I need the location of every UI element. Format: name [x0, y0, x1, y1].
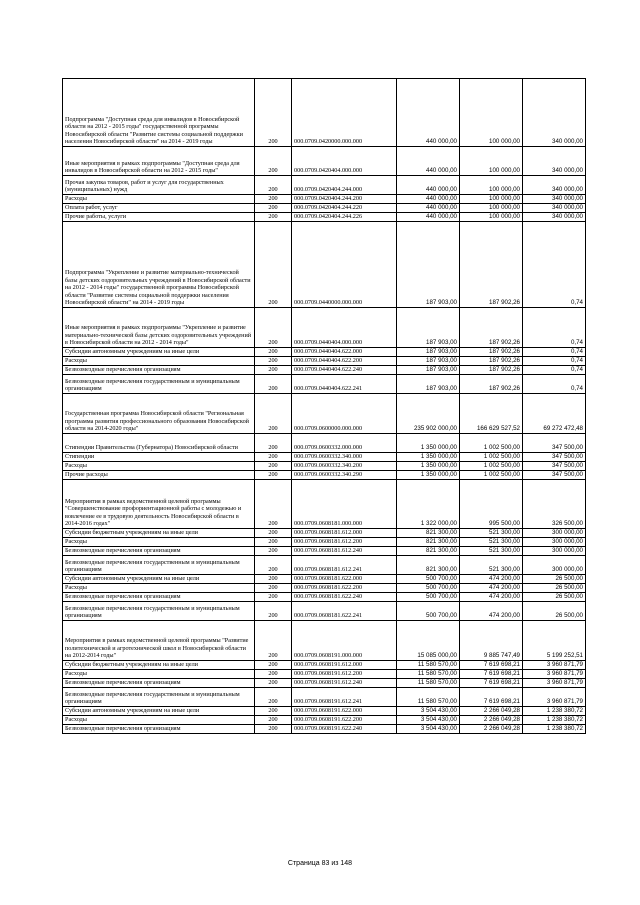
- table-row: [63, 556, 586, 575]
- row-name: Государственная программа Новосибирской области "Региональная программа развития профессионального образования Новосибирской области на 2014-2020 годы": [63, 394, 255, 434]
- row-name: Субсидии автономным учреждениям на иные цели: [63, 575, 255, 584]
- row-unexecuted-amount: 347 500,00: [523, 471, 586, 480]
- row-name: Прочие работы, услуги: [63, 213, 255, 222]
- row-unexecuted-amount: 0,74: [523, 222, 586, 308]
- row-unexecuted-amount: 1 238 380,72: [523, 725, 586, 734]
- table-row: [63, 348, 586, 357]
- row-budget-classification: 000.0709.0608181.612.240: [292, 547, 397, 556]
- row-approved-amount: 187 903,00: [397, 348, 460, 357]
- budget-table-body: [63, 79, 586, 734]
- table-row: [63, 213, 586, 222]
- row-approved-amount: 440 000,00: [397, 195, 460, 204]
- row-executed-amount: 9 885 747,49: [460, 621, 523, 661]
- table-row: [63, 357, 586, 366]
- row-approved-amount: 11 580 570,00: [397, 661, 460, 670]
- table-row: [63, 584, 586, 593]
- row-approved-amount: 500 700,00: [397, 593, 460, 602]
- row-unexecuted-amount: 347 500,00: [523, 453, 586, 462]
- row-unexecuted-amount: 340 000,00: [523, 213, 586, 222]
- row-approved-amount: 440 000,00: [397, 79, 460, 147]
- row-unexecuted-amount: 1 238 380,72: [523, 707, 586, 716]
- row-budget-classification: 000.0709.0608181.622.241: [292, 602, 397, 621]
- row-unexecuted-amount: 347 500,00: [523, 434, 586, 453]
- row-unexecuted-amount: 0,74: [523, 308, 586, 348]
- row-admin-code: 200: [255, 688, 292, 707]
- row-name: Стипендии: [63, 453, 255, 462]
- table-row: [63, 434, 586, 453]
- row-admin-code: 200: [255, 348, 292, 357]
- row-unexecuted-amount: 340 000,00: [523, 79, 586, 147]
- row-approved-amount: 821 300,00: [397, 529, 460, 538]
- table-row: [63, 575, 586, 584]
- row-executed-amount: 187 902,26: [460, 348, 523, 357]
- row-budget-classification: 000.0709.0608191.622.200: [292, 716, 397, 725]
- row-executed-amount: 1 002 500,00: [460, 471, 523, 480]
- page-footer: Страница 83 из 148: [287, 860, 353, 867]
- row-budget-classification: 000.0709.0608181.612.241: [292, 556, 397, 575]
- row-name: Оплата работ, услуг: [63, 204, 255, 213]
- row-executed-amount: 1 002 500,00: [460, 453, 523, 462]
- row-unexecuted-amount: 26 500,00: [523, 602, 586, 621]
- row-executed-amount: 100 000,00: [460, 213, 523, 222]
- row-admin-code: 200: [255, 394, 292, 434]
- row-admin-code: 200: [255, 222, 292, 308]
- table-row: [63, 602, 586, 621]
- row-executed-amount: 187 902,26: [460, 308, 523, 348]
- table-row: [63, 366, 586, 375]
- row-unexecuted-amount: 326 500,00: [523, 480, 586, 529]
- row-approved-amount: 821 300,00: [397, 547, 460, 556]
- budget-table: [62, 78, 586, 734]
- table-row: [63, 593, 586, 602]
- table-row: [63, 621, 586, 661]
- row-budget-classification: 000.0709.0600000.000.000: [292, 394, 397, 434]
- row-name: Субсидии бюджетным учреждениям на иные цели: [63, 661, 255, 670]
- row-admin-code: 200: [255, 707, 292, 716]
- table-row: [63, 222, 586, 308]
- row-unexecuted-amount: 340 000,00: [523, 176, 586, 195]
- row-admin-code: 200: [255, 147, 292, 176]
- row-name: Безвозмездные перечисления государственным и муниципальным организациям: [63, 602, 255, 621]
- row-approved-amount: 15 085 000,00: [397, 621, 460, 661]
- row-executed-amount: 521 300,00: [460, 529, 523, 538]
- row-approved-amount: 1 350 000,00: [397, 462, 460, 471]
- row-executed-amount: 2 266 049,28: [460, 716, 523, 725]
- row-unexecuted-amount: 1 238 380,72: [523, 716, 586, 725]
- row-executed-amount: 474 200,00: [460, 575, 523, 584]
- row-budget-classification: 000.0709.0420404.244.200: [292, 195, 397, 204]
- row-admin-code: 200: [255, 670, 292, 679]
- row-executed-amount: 100 000,00: [460, 79, 523, 147]
- row-admin-code: 200: [255, 471, 292, 480]
- row-name: Расходы: [63, 195, 255, 204]
- row-unexecuted-amount: 0,74: [523, 348, 586, 357]
- row-unexecuted-amount: 0,74: [523, 357, 586, 366]
- row-admin-code: 200: [255, 584, 292, 593]
- row-approved-amount: 500 700,00: [397, 602, 460, 621]
- row-approved-amount: 500 700,00: [397, 584, 460, 593]
- row-unexecuted-amount: 347 500,00: [523, 462, 586, 471]
- row-name: Расходы: [63, 716, 255, 725]
- row-executed-amount: 187 902,26: [460, 375, 523, 394]
- table-row: [63, 480, 586, 529]
- row-executed-amount: 474 200,00: [460, 584, 523, 593]
- row-name: Иные мероприятия в рамках подпрограммы "Укрепление и развитие материально-технической базы детских оздоровительных учреждений в Новосибирской области на 2012 - 2014 годы": [63, 308, 255, 348]
- row-budget-classification: 000.0709.0608181.622.240: [292, 593, 397, 602]
- table-row: [63, 453, 586, 462]
- row-budget-classification: 000.0709.0608191.612.241: [292, 688, 397, 707]
- row-unexecuted-amount: 3 960 871,79: [523, 670, 586, 679]
- row-executed-amount: 7 619 698,21: [460, 661, 523, 670]
- row-budget-classification: 000.0709.0608181.612.200: [292, 538, 397, 547]
- row-executed-amount: 187 902,26: [460, 366, 523, 375]
- row-budget-classification: 000.0709.0608191.612.200: [292, 670, 397, 679]
- row-unexecuted-amount: 3 960 871,79: [523, 661, 586, 670]
- row-name: Субсидии бюджетным учреждениям на иные цели: [63, 529, 255, 538]
- row-approved-amount: 187 903,00: [397, 366, 460, 375]
- row-budget-classification: 000.0709.0440000.000.000: [292, 222, 397, 308]
- row-admin-code: 200: [255, 453, 292, 462]
- row-unexecuted-amount: 0,74: [523, 366, 586, 375]
- row-unexecuted-amount: 69 272 472,48: [523, 394, 586, 434]
- row-approved-amount: 3 504 430,00: [397, 707, 460, 716]
- row-executed-amount: 474 200,00: [460, 593, 523, 602]
- row-approved-amount: 1 350 000,00: [397, 434, 460, 453]
- row-approved-amount: 187 903,00: [397, 308, 460, 348]
- row-name: Безвозмездные перечисления организациям: [63, 593, 255, 602]
- row-executed-amount: 2 266 049,28: [460, 707, 523, 716]
- row-budget-classification: 000.0709.0440404.622.241: [292, 375, 397, 394]
- row-approved-amount: 187 903,00: [397, 375, 460, 394]
- row-approved-amount: 11 580 570,00: [397, 679, 460, 688]
- row-budget-classification: 000.0709.0600332.340.290: [292, 471, 397, 480]
- row-unexecuted-amount: 3 960 871,79: [523, 688, 586, 707]
- row-executed-amount: 7 619 698,21: [460, 670, 523, 679]
- row-name: Мероприятия в рамках ведомственной целевой программы "Совершенствование профориентационной работы с молодежью и вовлечение ее в трудовую деятельность Новосибирской области в 2014-2016 годах": [63, 480, 255, 529]
- row-admin-code: 200: [255, 195, 292, 204]
- row-executed-amount: 187 902,26: [460, 357, 523, 366]
- row-executed-amount: 521 300,00: [460, 547, 523, 556]
- row-budget-classification: 000.0709.0440404.622.240: [292, 366, 397, 375]
- row-name: Подпрограмма "Укрепление и развитие материально-технической базы детских оздоровительных учреждений в Новосибирской области на 2012 - 2014 годы" государственной программы Новосибирской области "Развитие системы социальной поддержки населения Новосибирской области" на 2014 - 2019 годы: [63, 222, 255, 308]
- row-executed-amount: 1 002 500,00: [460, 434, 523, 453]
- row-name: Субсидии автономным учреждениям на иные цели: [63, 707, 255, 716]
- row-admin-code: 200: [255, 602, 292, 621]
- table-row: [63, 547, 586, 556]
- row-name: Расходы: [63, 670, 255, 679]
- row-admin-code: 200: [255, 593, 292, 602]
- row-admin-code: 200: [255, 661, 292, 670]
- row-approved-amount: 1 350 000,00: [397, 471, 460, 480]
- row-approved-amount: 11 580 570,00: [397, 670, 460, 679]
- row-budget-classification: 000.0709.0600332.340.200: [292, 462, 397, 471]
- row-name: Субсидии автономным учреждениям на иные цели: [63, 348, 255, 357]
- row-admin-code: 200: [255, 462, 292, 471]
- row-name: Иные мероприятия в рамках подпрограммы "Доступная среда для инвалидов в Новосибирской области на 2012 - 2015 годы": [63, 147, 255, 176]
- row-name: Прочие расходы: [63, 471, 255, 480]
- row-executed-amount: 100 000,00: [460, 176, 523, 195]
- row-name: Расходы: [63, 357, 255, 366]
- row-approved-amount: 235 902 000,00: [397, 394, 460, 434]
- row-approved-amount: 1 350 000,00: [397, 453, 460, 462]
- row-budget-classification: 000.0709.0440404.622.200: [292, 357, 397, 366]
- row-unexecuted-amount: 26 500,00: [523, 593, 586, 602]
- row-budget-classification: 000.0709.0420404.244.226: [292, 213, 397, 222]
- row-approved-amount: 821 300,00: [397, 538, 460, 547]
- row-executed-amount: 2 266 049,28: [460, 725, 523, 734]
- row-admin-code: 200: [255, 538, 292, 547]
- row-budget-classification: 000.0709.0440404.000.000: [292, 308, 397, 348]
- table-row: [63, 670, 586, 679]
- row-name: Безвозмездные перечисления организациям: [63, 679, 255, 688]
- row-name: Прочая закупка товаров, работ и услуг для государственных (муниципальных) нужд: [63, 176, 255, 195]
- row-admin-code: 200: [255, 375, 292, 394]
- row-budget-classification: 000.0709.0608191.622.000: [292, 707, 397, 716]
- row-name: Безвозмездные перечисления государственным и муниципальным организациям: [63, 556, 255, 575]
- row-unexecuted-amount: 300 000,00: [523, 556, 586, 575]
- row-approved-amount: 1 322 000,00: [397, 480, 460, 529]
- row-unexecuted-amount: 340 000,00: [523, 195, 586, 204]
- row-approved-amount: 3 504 430,00: [397, 716, 460, 725]
- row-budget-classification: 000.0709.0608181.622.000: [292, 575, 397, 584]
- row-name: Безвозмездные перечисления организациям: [63, 547, 255, 556]
- row-admin-code: 200: [255, 621, 292, 661]
- row-budget-classification: 000.0709.0420000.000.000: [292, 79, 397, 147]
- table-row: [63, 147, 586, 176]
- row-budget-classification: 000.0709.0608191.612.240: [292, 679, 397, 688]
- row-executed-amount: 521 300,00: [460, 538, 523, 547]
- row-name: Мероприятия в рамках ведомственной целевой программы "Развитие политехнической и агротехнической школ в Новосибирской области на 2012-2014 годы": [63, 621, 255, 661]
- row-executed-amount: 474 200,00: [460, 602, 523, 621]
- row-name: Стипендии Правительства (Губернатора) Новосибирской области: [63, 434, 255, 453]
- row-unexecuted-amount: 340 000,00: [523, 204, 586, 213]
- row-executed-amount: 100 000,00: [460, 147, 523, 176]
- row-unexecuted-amount: 26 500,00: [523, 584, 586, 593]
- row-budget-classification: 000.0709.0608181.622.200: [292, 584, 397, 593]
- row-approved-amount: 440 000,00: [397, 204, 460, 213]
- row-approved-amount: 440 000,00: [397, 176, 460, 195]
- table-row: [63, 462, 586, 471]
- row-unexecuted-amount: 300 000,00: [523, 529, 586, 538]
- row-unexecuted-amount: 0,74: [523, 375, 586, 394]
- row-approved-amount: 440 000,00: [397, 213, 460, 222]
- row-approved-amount: 187 903,00: [397, 357, 460, 366]
- row-name: Расходы: [63, 584, 255, 593]
- row-approved-amount: 187 903,00: [397, 222, 460, 308]
- row-executed-amount: 995 500,00: [460, 480, 523, 529]
- row-executed-amount: 7 619 698,21: [460, 679, 523, 688]
- row-name: Безвозмездные перечисления организациям: [63, 725, 255, 734]
- row-budget-classification: 000.0709.0420404.000.000: [292, 147, 397, 176]
- table-row: [63, 394, 586, 434]
- row-admin-code: 200: [255, 357, 292, 366]
- row-name: Безвозмездные перечисления организациям: [63, 366, 255, 375]
- row-budget-classification: 000.0709.0420404.244.000: [292, 176, 397, 195]
- row-unexecuted-amount: 300 000,00: [523, 547, 586, 556]
- row-budget-classification: 000.0709.0608191.622.240: [292, 725, 397, 734]
- row-unexecuted-amount: 300 000,00: [523, 538, 586, 547]
- row-approved-amount: 440 000,00: [397, 147, 460, 176]
- row-admin-code: 200: [255, 176, 292, 195]
- row-admin-code: 200: [255, 556, 292, 575]
- row-executed-amount: 1 002 500,00: [460, 462, 523, 471]
- row-admin-code: 200: [255, 725, 292, 734]
- row-budget-classification: 000.0709.0608191.612.000: [292, 661, 397, 670]
- row-admin-code: 200: [255, 79, 292, 147]
- row-admin-code: 200: [255, 308, 292, 348]
- table-row: [63, 538, 586, 547]
- row-budget-classification: 000.0709.0420404.244.220: [292, 204, 397, 213]
- row-approved-amount: 3 504 430,00: [397, 725, 460, 734]
- row-admin-code: 200: [255, 547, 292, 556]
- row-approved-amount: 11 580 570,00: [397, 688, 460, 707]
- table-row: [63, 79, 586, 147]
- table-row: [63, 725, 586, 734]
- row-admin-code: 200: [255, 434, 292, 453]
- row-executed-amount: 100 000,00: [460, 204, 523, 213]
- table-row: [63, 471, 586, 480]
- table-row: [63, 716, 586, 725]
- table-row: [63, 308, 586, 348]
- table-row: [63, 195, 586, 204]
- table-row: [63, 707, 586, 716]
- row-admin-code: 200: [255, 716, 292, 725]
- row-executed-amount: 7 619 698,21: [460, 688, 523, 707]
- table-row: [63, 204, 586, 213]
- row-name: Безвозмездные перечисления государственным и муниципальным организациям: [63, 375, 255, 394]
- row-admin-code: 200: [255, 480, 292, 529]
- row-admin-code: 200: [255, 575, 292, 584]
- row-name: Подпрограмма "Доступная среда для инвалидов в Новосибирской области на 2012 - 2015 годы" государственной программы Новосибирской области "Развитие системы социальной поддержки населения Новосибирской области" на 2014 - 2019 годы: [63, 79, 255, 147]
- row-unexecuted-amount: 3 960 871,79: [523, 679, 586, 688]
- row-unexecuted-amount: 340 000,00: [523, 147, 586, 176]
- row-unexecuted-amount: 26 500,00: [523, 575, 586, 584]
- row-budget-classification: 000.0709.0608181.612.000: [292, 529, 397, 538]
- row-approved-amount: 500 700,00: [397, 575, 460, 584]
- row-budget-classification: 000.0709.0608181.000.000: [292, 480, 397, 529]
- table-row: [63, 176, 586, 195]
- table-row: [63, 375, 586, 394]
- table-row: [63, 661, 586, 670]
- row-admin-code: 200: [255, 679, 292, 688]
- row-budget-classification: 000.0709.0600332.340.000: [292, 453, 397, 462]
- table-row: [63, 688, 586, 707]
- row-budget-classification: 000.0709.0608191.000.000: [292, 621, 397, 661]
- row-admin-code: 200: [255, 366, 292, 375]
- row-name: Расходы: [63, 462, 255, 471]
- row-admin-code: 200: [255, 213, 292, 222]
- row-name: Расходы: [63, 538, 255, 547]
- row-budget-classification: 000.0709.0440404.622.000: [292, 348, 397, 357]
- row-executed-amount: 187 902,26: [460, 222, 523, 308]
- row-budget-classification: 000.0709.0600332.000.000: [292, 434, 397, 453]
- row-admin-code: 200: [255, 529, 292, 538]
- row-unexecuted-amount: 5 199 252,51: [523, 621, 586, 661]
- row-executed-amount: 166 629 527,52: [460, 394, 523, 434]
- row-approved-amount: 821 300,00: [397, 556, 460, 575]
- table-row: [63, 679, 586, 688]
- table-row: [63, 529, 586, 538]
- row-executed-amount: 521 300,00: [460, 556, 523, 575]
- row-executed-amount: 100 000,00: [460, 195, 523, 204]
- row-admin-code: 200: [255, 204, 292, 213]
- row-name: Безвозмездные перечисления государственным и муниципальным организациям: [63, 688, 255, 707]
